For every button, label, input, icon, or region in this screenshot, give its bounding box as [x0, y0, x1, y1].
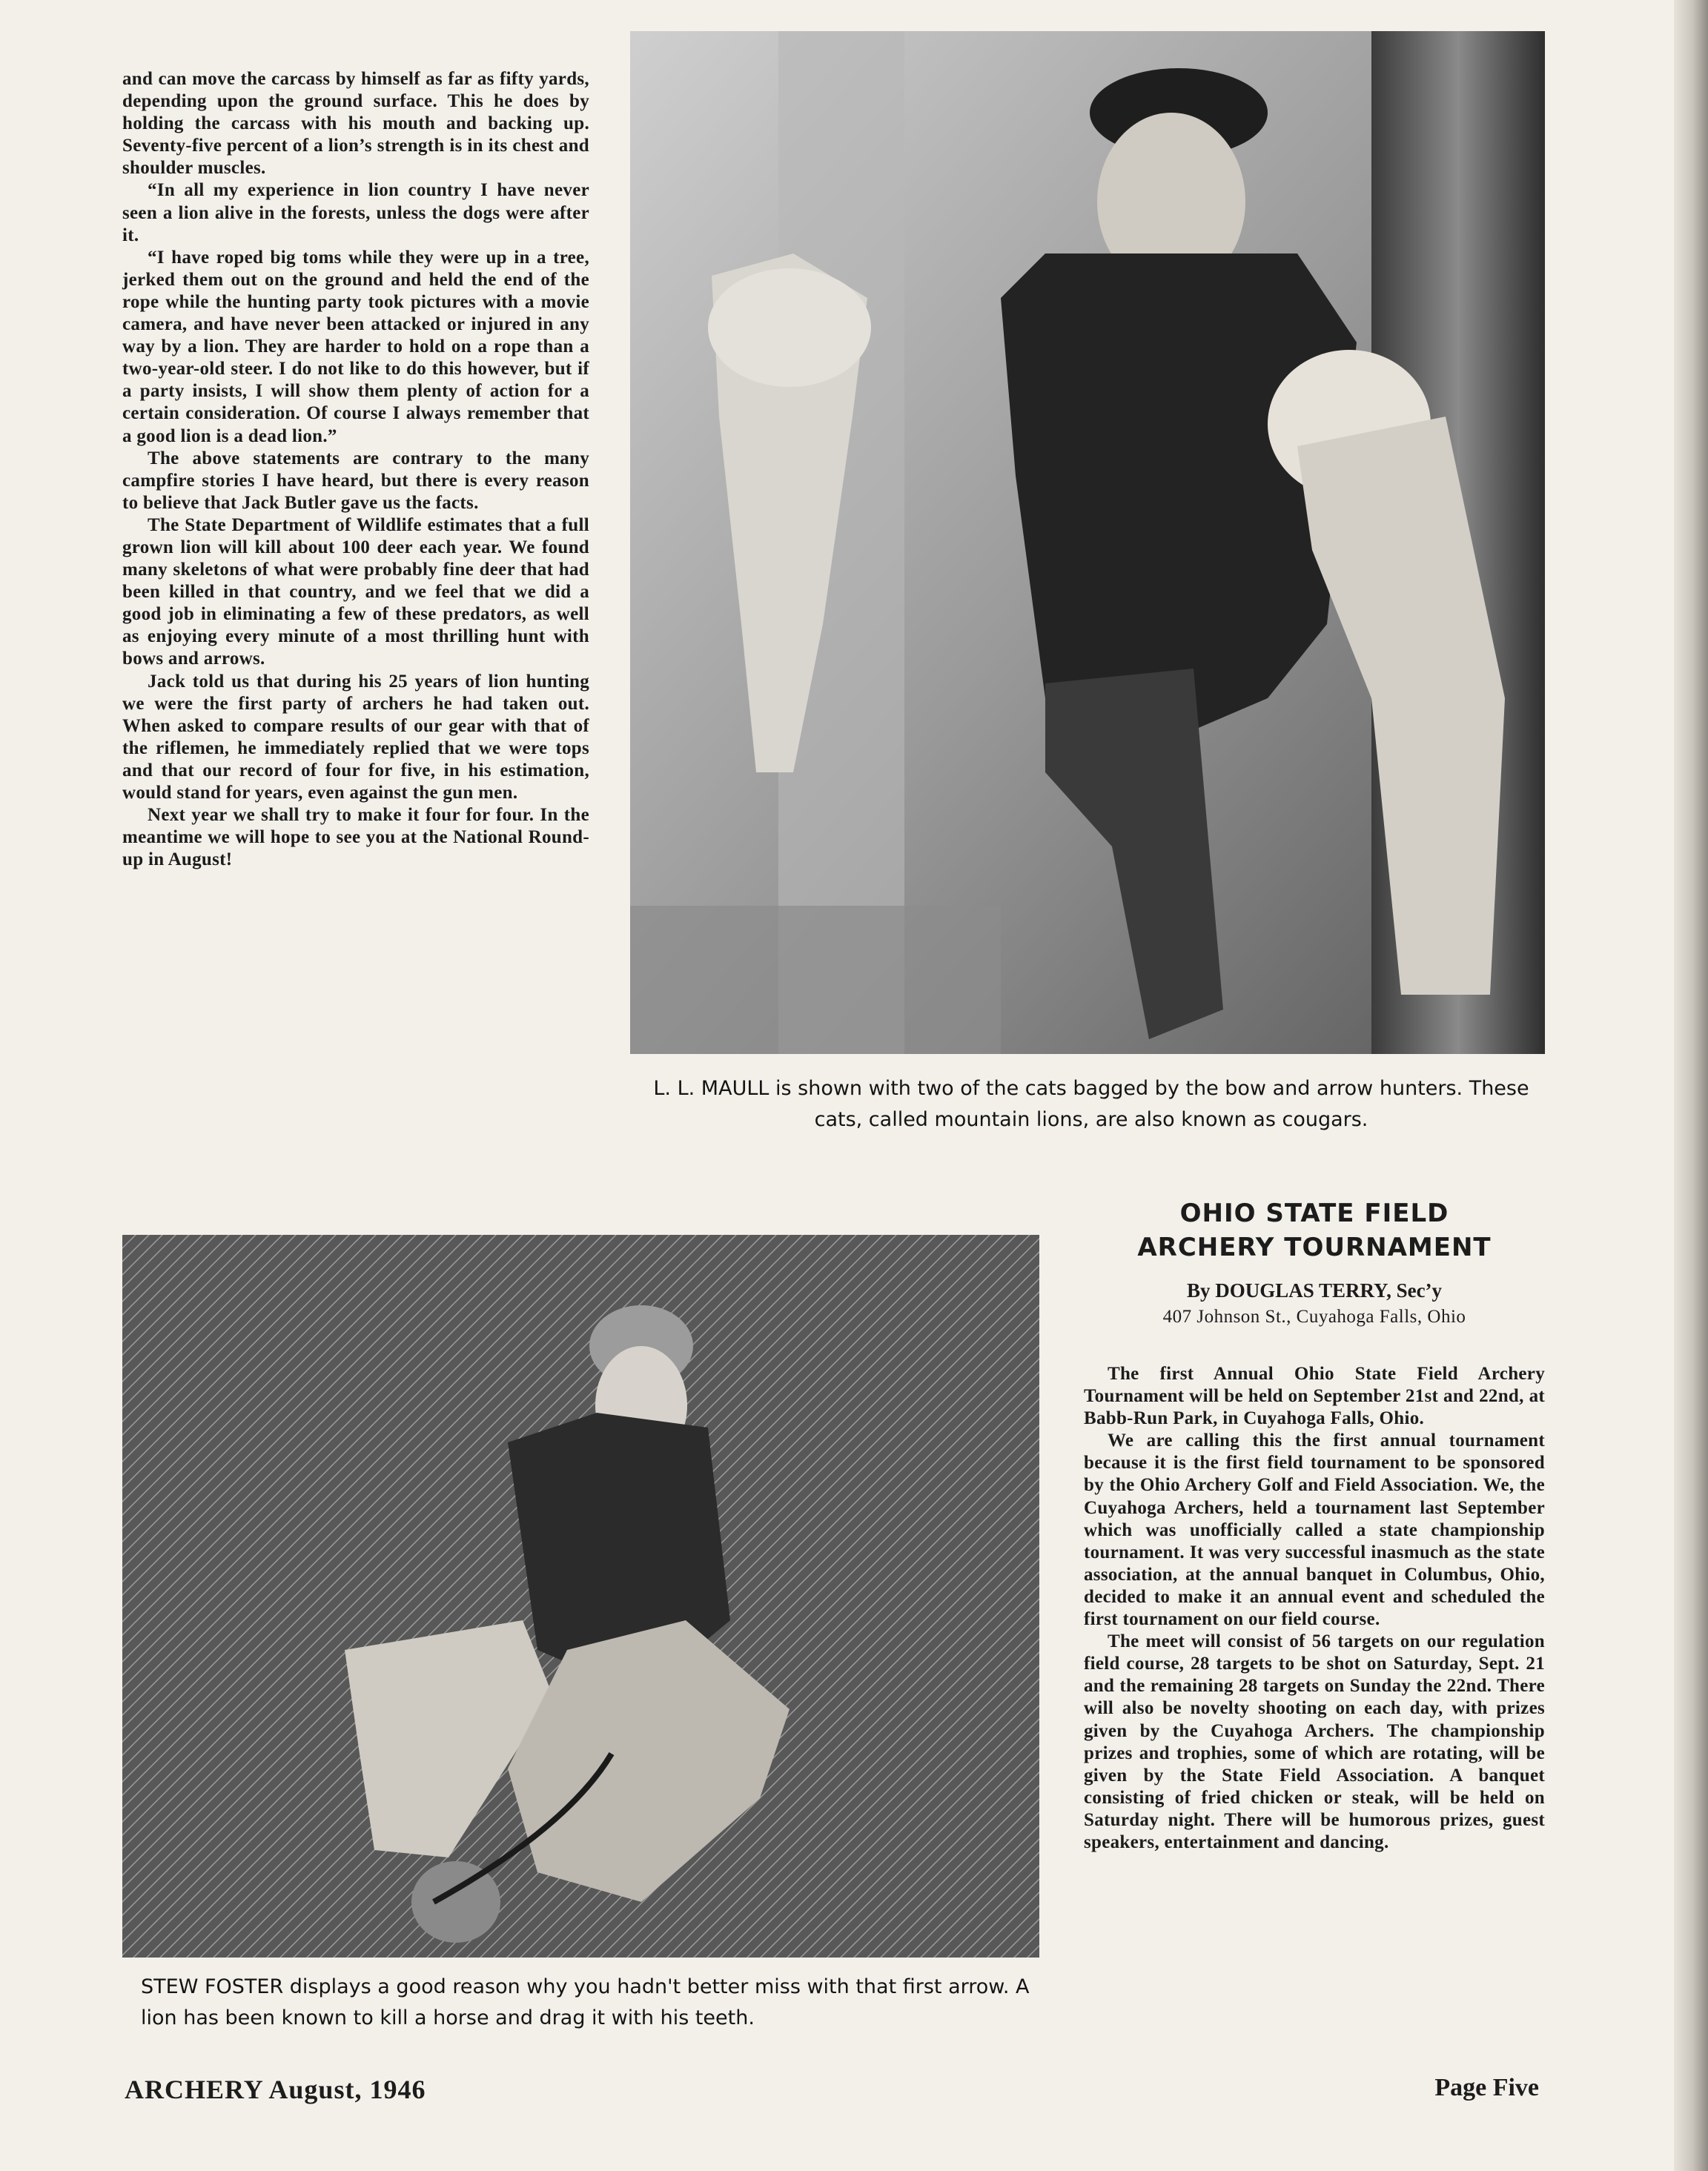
- article-byline: By DOUGLAS TERRY, Sec’y: [1186, 1279, 1443, 1302]
- left-paragraph-7: Next year we shall try to make it four for four. In the meantime we will hope to see you at the National Round-up in August!: [122, 805, 589, 870]
- left-paragraph-4: The above statements are contrary to the many campfire stories I have heard, but there is every reason to believe that Jack Butler gave us the facts.: [122, 448, 589, 513]
- article-body: [1084, 1363, 1545, 1854]
- left-paragraph-3: “I have roped big toms while they were up in a tree, jerked them out on the ground and held the end of the rope while the hunting party took pictures with a movie camera, and have never been attacked or injured in any way by a lion. They are harder to hold on a rope than a two-year-old steer. I do not like to do this however, but if a party insists, I will show them plenty of action for a certain consideration. Of course I always remember that a good lion is a dead lion.”: [122, 247, 589, 446]
- article-paragraph-2: We are calling this the first annual tournament because it is the first field tournament to be sponsored by the Ohio Archery Golf and Field Association. We, the Cuyahoga Archers, held a tournament last September which was unofficially called a state championship tournament. It was very successful inasmuch as the state association, at the annual banquet in Columbus, Ohio, decided to make it an annual event and scheduled the first tournament on our field course.: [1084, 1431, 1545, 1630]
- article-title-line2: ARCHERY TOURNAMENT: [1137, 1233, 1492, 1262]
- article-paragraph-1: The first Annual Ohio State Field Archery Tournament will be held on September 21st and 22nd, at Babb-Run Park, in Cuyahoga Falls, Ohio.: [1084, 1364, 1545, 1429]
- ohio-tournament-article: [1084, 1196, 1545, 1854]
- page-binding-edge: [1674, 0, 1708, 2171]
- left-paragraph-1: and can move the carcass by himself as far as fifty yards, depending upon the ground surface. This he does by holding the carcass with his mouth and backing up. Seventy-five percent of a lion’s strength is in its chest and shoulder muscles.: [122, 69, 589, 179]
- left-paragraph-5: The State Department of Wildlife estimates that a full grown lion will kill about 100 deer each year. We found many skeletons of what were probably fine deer that had been killed in that country, and we feel that we did a good job in eliminating a few of these predators, as well as enjoying every minute of a most thrilling hunt with bows and arrows.: [122, 514, 589, 669]
- left-paragraph-6: Jack told us that during his 25 years of lion hunting we were the first party of archers he had taken out. When asked to compare results of our gear with that of the riflemen, he immediately replied that we were tops and that our record of four for five, in his estimation, would stand for years, even against the gun men.: [122, 671, 589, 803]
- photo-man-with-lions: [630, 31, 1545, 1054]
- article-title: [1084, 1196, 1545, 1265]
- photo-bottom-caption: STEW FOSTER displays a good reason why you hadn't better miss with that first arrow. A lion has been known to kill a horse and drag it with his teeth.: [141, 1975, 1030, 2029]
- article-paragraph-3: The meet will consist of 56 targets on our regulation field course, 28 targets to be shot on Saturday, Sept. 21 and the remaining 28 targets on Sunday the 22nd. There will also be novelty shooting on each day, with prizes given by the Cuyahoga Archers. The championship prizes and trophies, some of which are rotating, will be given by the State Field Association. A banquet consisting of fried chicken or steak, will be held on Saturday night. There will be humorous prizes, guest speakers, entertainment and dancing.: [1084, 1631, 1545, 1852]
- article-address: 407 Johnson St., Cuyahoga Falls, Ohio: [1162, 1307, 1466, 1327]
- photo-stew-foster-with-lion: [122, 1235, 1039, 1958]
- left-text-column: [122, 68, 589, 871]
- article-title-line1: OHIO STATE FIELD: [1179, 1199, 1449, 1228]
- footer-publication: ARCHERY August, 1946: [125, 2075, 426, 2104]
- left-paragraph-2: “In all my experience in lion country I have never seen a lion alive in the forests, unless the dogs were after it.: [122, 180, 589, 245]
- photo-top-caption: L. L. MAULL is shown with two of the cats bagged by the bow and arrow hunters. These cats, called mountain lions, are also known as cougars.: [653, 1077, 1529, 1131]
- footer-page-number: Page Five: [1434, 2074, 1539, 2101]
